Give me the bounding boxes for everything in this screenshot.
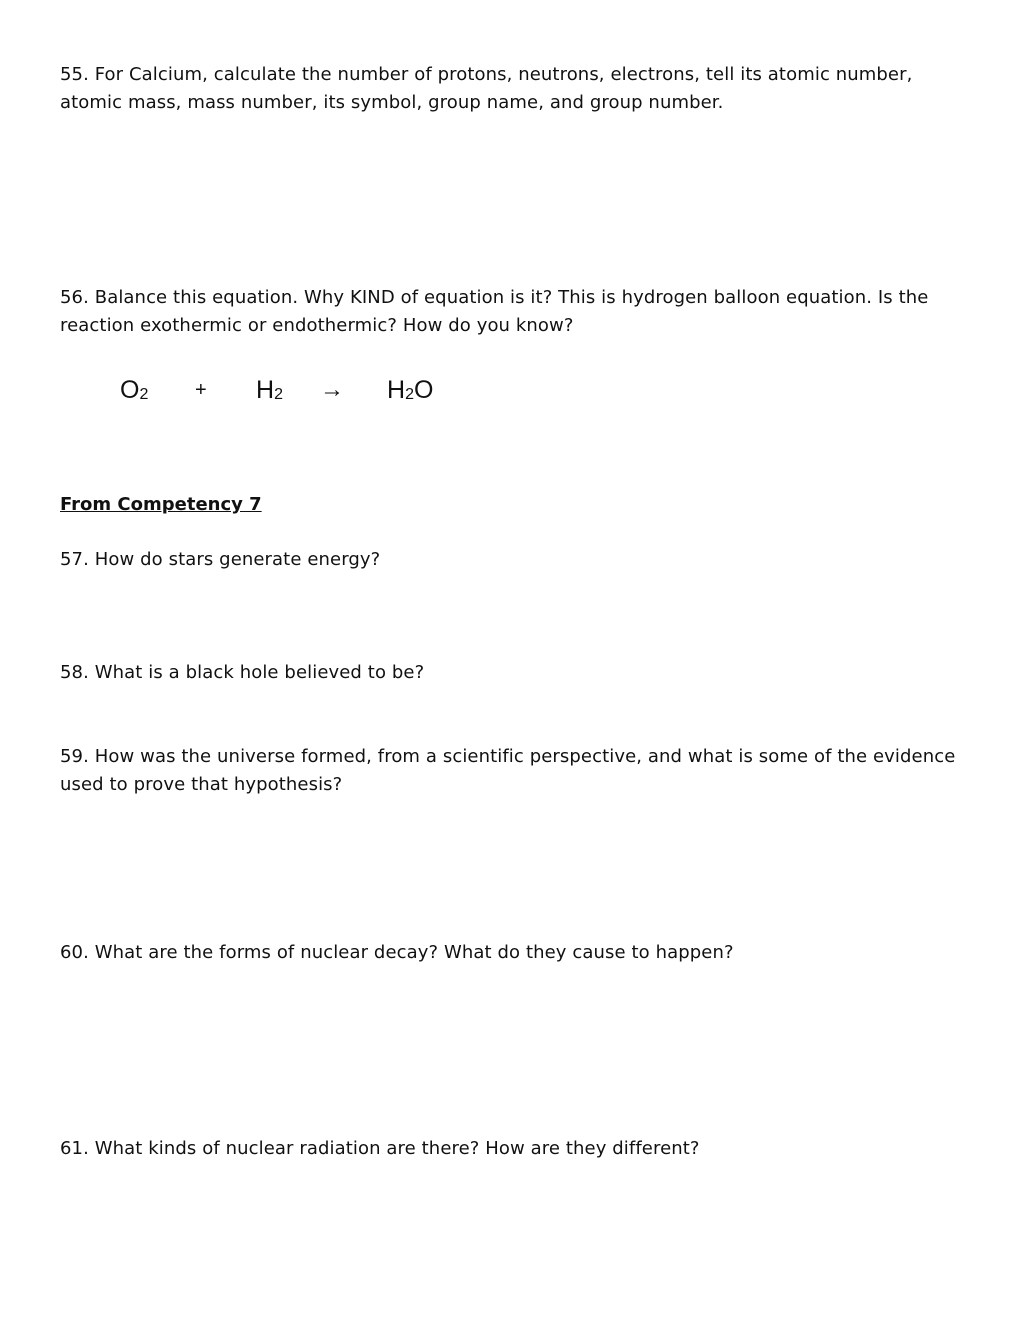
equation-reactant-oxygen	[120, 370, 148, 415]
question-61: 61. What kinds of nuclear radiation are there? How are they different?	[60, 1138, 700, 1159]
question-55: 55. For Calcium, calculate the number of protons, neutrons, electrons, tell its atomic number, atomic mass, mass number, its symbol, group name, and group number.	[60, 64, 913, 113]
hydrogen-symbol: H	[256, 376, 275, 404]
water-oxygen-symbol: O	[413, 376, 434, 404]
question-58: 58. What is a black hole believed to be?	[60, 662, 425, 683]
section-heading: From Competency 7	[60, 494, 262, 515]
question-60: 60. What are the forms of nuclear decay? What do they cause to happen?	[60, 942, 734, 963]
oxygen-subscript: 2	[139, 386, 149, 403]
question-59: 59. How was the universe formed, from a scientific perspective, and what is some of the evidence used to prove that hypothesis?	[60, 746, 956, 795]
oxygen-symbol: O	[120, 376, 140, 404]
water-hydrogen-symbol: H	[387, 376, 406, 404]
hydrogen-subscript: 2	[274, 386, 283, 403]
reaction-arrow-icon: →	[320, 376, 344, 403]
equation-plus-sign: +	[195, 379, 207, 401]
water-hydrogen-subscript: 2	[405, 386, 414, 403]
equation-product-water	[387, 370, 433, 415]
equation-reactant-hydrogen	[256, 370, 283, 415]
question-57: 57. How do stars generate energy?	[60, 549, 381, 570]
question-56: 56. Balance this equation. Why KIND of equation is it? This is hydrogen balloon equation. Is the reaction exothermic or endothermic? How do you know?	[60, 287, 929, 336]
